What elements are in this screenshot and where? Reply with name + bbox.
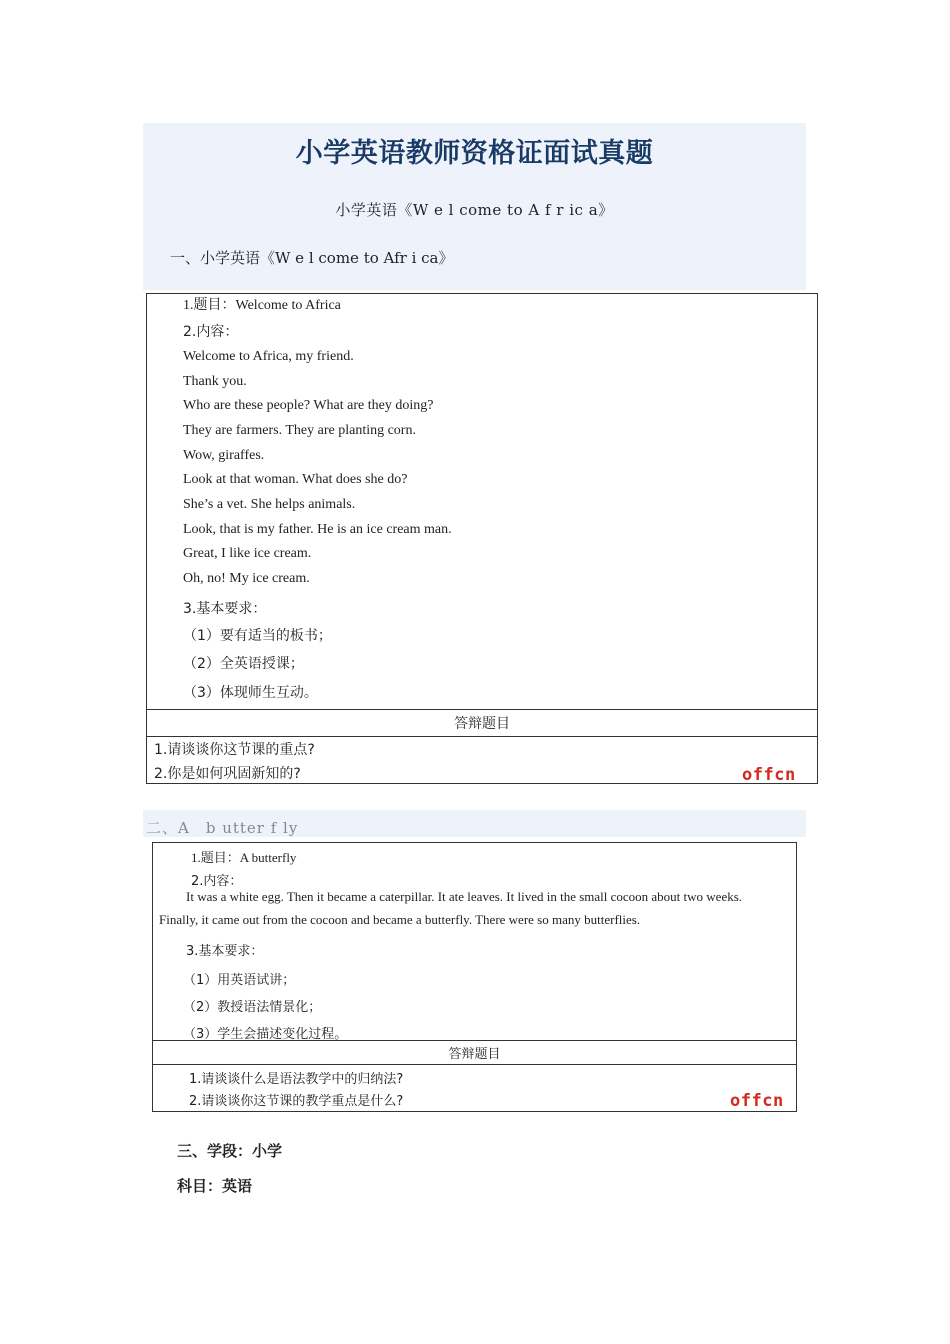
requirement-item: （3）学生会描述变化过程。 xyxy=(183,1027,348,1042)
question-item: 1.请谈谈什么是语法教学中的归纳法? xyxy=(189,1072,404,1087)
subject-line: 科目：英语 xyxy=(177,1177,253,1195)
offcn-logo: offcn xyxy=(730,1091,784,1111)
page-title: 小学英语教师资格证面试真题 xyxy=(295,138,654,169)
topic-line: 1.题目：A butterfly xyxy=(191,850,297,865)
question-item: 2.请谈谈你这节课的教学重点是什么? xyxy=(189,1094,404,1109)
defense-header: 答辩题目 xyxy=(448,1047,501,1062)
requirement-item: （1）用英语试讲； xyxy=(183,973,296,988)
content-line: Look, that is my father. He is an ice cream man. xyxy=(183,522,452,537)
section-1-table xyxy=(146,293,818,784)
defense-header: 答辩题目 xyxy=(454,716,510,732)
question-item: 2.你是如何巩固新知的? xyxy=(154,766,301,782)
content-line: She’s a vet. She helps animals. xyxy=(183,497,356,512)
stage-line: 三、学段：小学 xyxy=(177,1142,283,1160)
content-line: Finally, it came out from the cocoon and became a butterfly. There were so many butterflies. xyxy=(159,912,641,927)
content-line: Oh, no! My ice cream. xyxy=(183,571,310,586)
requirement-item: （2）全英语授课； xyxy=(183,656,304,672)
defense-header-row xyxy=(147,709,817,737)
content-line: Who are these people? What are they doing? xyxy=(183,398,434,413)
requirement-item: （1）要有适当的板书； xyxy=(183,628,332,644)
section-2-heading: 二、A b utter f ly xyxy=(146,819,299,837)
requirements-label: 3.基本要求： xyxy=(183,601,267,617)
defense-questions-row xyxy=(147,736,817,784)
content-label: 2.内容： xyxy=(183,324,239,340)
defense-questions-row xyxy=(153,1064,796,1112)
section-1-heading: 一、小学英语《W e l come to Afr i ca》 xyxy=(170,249,454,267)
page-subtitle: 小学英语《W e l come to A f r ic a》 xyxy=(335,201,614,219)
requirement-item: （3）体现师生互动。 xyxy=(183,685,318,701)
offcn-logo: offcn xyxy=(742,765,796,785)
requirements-label: 3.基本要求： xyxy=(186,944,264,959)
content-label: 2.内容： xyxy=(191,874,243,889)
content-line: Look at that woman. What does she do? xyxy=(183,472,408,487)
content-line: They are farmers. They are planting corn. xyxy=(183,423,416,438)
question-item: 1.请谈谈你这节课的重点? xyxy=(154,742,315,758)
content-line: Wow, giraffes. xyxy=(183,448,265,463)
content-line: Great, I like ice cream. xyxy=(183,546,312,561)
content-line: Welcome to Africa, my friend. xyxy=(183,349,354,364)
defense-header-row xyxy=(153,1040,796,1065)
topic-line: 1.题目：Welcome to Africa xyxy=(183,298,341,313)
requirement-item: （2）教授语法情景化； xyxy=(183,1000,322,1015)
content-line: It was a white egg. Then it became a caterpillar. It ate leaves. It lived in the small cocoon about two weeks. xyxy=(186,889,743,904)
content-line: Thank you. xyxy=(183,374,247,389)
section-2-table xyxy=(152,842,797,1112)
